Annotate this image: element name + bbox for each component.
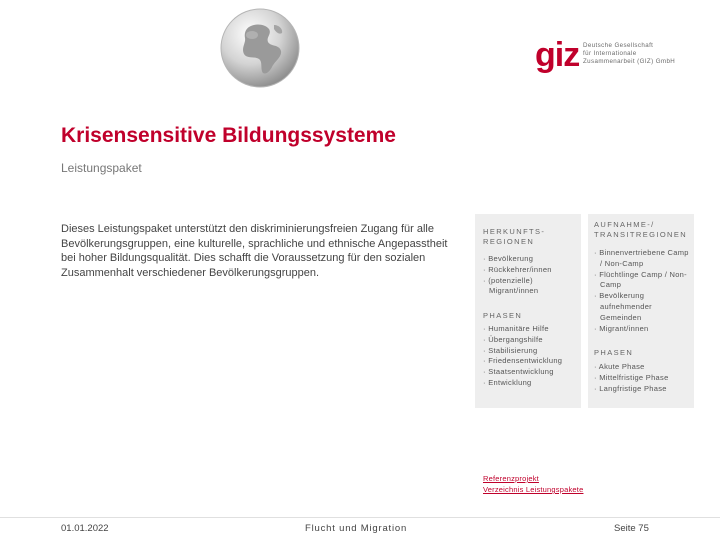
list-item: · Mittelfristige Phase	[594, 373, 692, 384]
list-item: · Staatsentwicklung	[483, 367, 579, 378]
list-item: · Rückkehrer/innen	[483, 265, 578, 276]
phases-heading: PHASEN	[483, 311, 523, 320]
host-regions-box	[588, 214, 694, 408]
logo-line-2: für Internationale	[583, 50, 637, 57]
host-regions-list	[594, 248, 690, 334]
list-item: · Bevölkerung aufnehmender Gemeinden	[594, 291, 690, 323]
phases-heading: PHASEN	[594, 348, 634, 357]
list-item: · Bevölkerung	[483, 254, 578, 265]
list-item: · Migrant/innen	[594, 324, 690, 335]
giz-logo-text	[583, 42, 675, 66]
list-item: · Friedensentwicklung	[483, 356, 579, 367]
list-item: · Entwicklung	[483, 378, 579, 389]
description-text: Dieses Leistungspaket unterstützt den diskriminierungsfreien Zugang für alle Bevölkerungsgruppen, eine kulturelle, sprachliche und ethnische Angepasstheit bei hoher Bildungsqualität. Dies schafft die Voraussetzung für den sozialen Zusammenhalt verschiedener Bevölkerungsgruppen.	[61, 223, 448, 279]
origin-regions-box	[475, 214, 581, 408]
origin-regions-heading: HERKUNFTS-REGIONEN	[483, 227, 546, 246]
reference-project-link[interactable]: Referenzprojekt	[483, 474, 539, 483]
list-item: · Langfristige Phase	[594, 384, 692, 395]
footer-topic: Flucht und Migration	[305, 523, 408, 534]
globe-icon	[219, 7, 301, 89]
phases-list	[483, 324, 579, 389]
phases-list	[594, 362, 692, 394]
origin-regions-list	[483, 254, 578, 297]
list-item: · Flüchtlinge Camp / Non-Camp	[594, 270, 690, 292]
package-directory-link[interactable]: Verzeichnis Leistungspakete	[483, 485, 584, 494]
page-number: Seite 75	[614, 523, 649, 534]
page-title: Krisensensitive Bildungssysteme	[61, 124, 396, 147]
list-item: · Binnenvertriebene Camp / Non-Camp	[594, 248, 690, 270]
list-item: · Akute Phase	[594, 362, 692, 373]
logo-line-1: Deutsche Gesellschaft	[583, 42, 654, 49]
footer-divider	[0, 517, 720, 518]
list-item: · Stabilisierung	[483, 346, 579, 357]
giz-logo	[535, 38, 675, 72]
page-subtitle: Leistungspaket	[61, 161, 142, 175]
list-item: · (potenzielle) Migrant/innen	[483, 276, 578, 298]
host-regions-heading: AUFNAHME-/ TRANSITREGIONEN	[594, 220, 688, 239]
footer-date: 01.01.2022	[61, 523, 109, 534]
list-item: · Übergangshilfe	[483, 335, 579, 346]
logo-line-3: Zusammenarbeit (GIZ) GmbH	[583, 58, 676, 65]
links-group	[483, 473, 583, 495]
list-item: · Humanitäre Hilfe	[483, 324, 579, 335]
giz-logo-mark: giz	[535, 36, 580, 74]
